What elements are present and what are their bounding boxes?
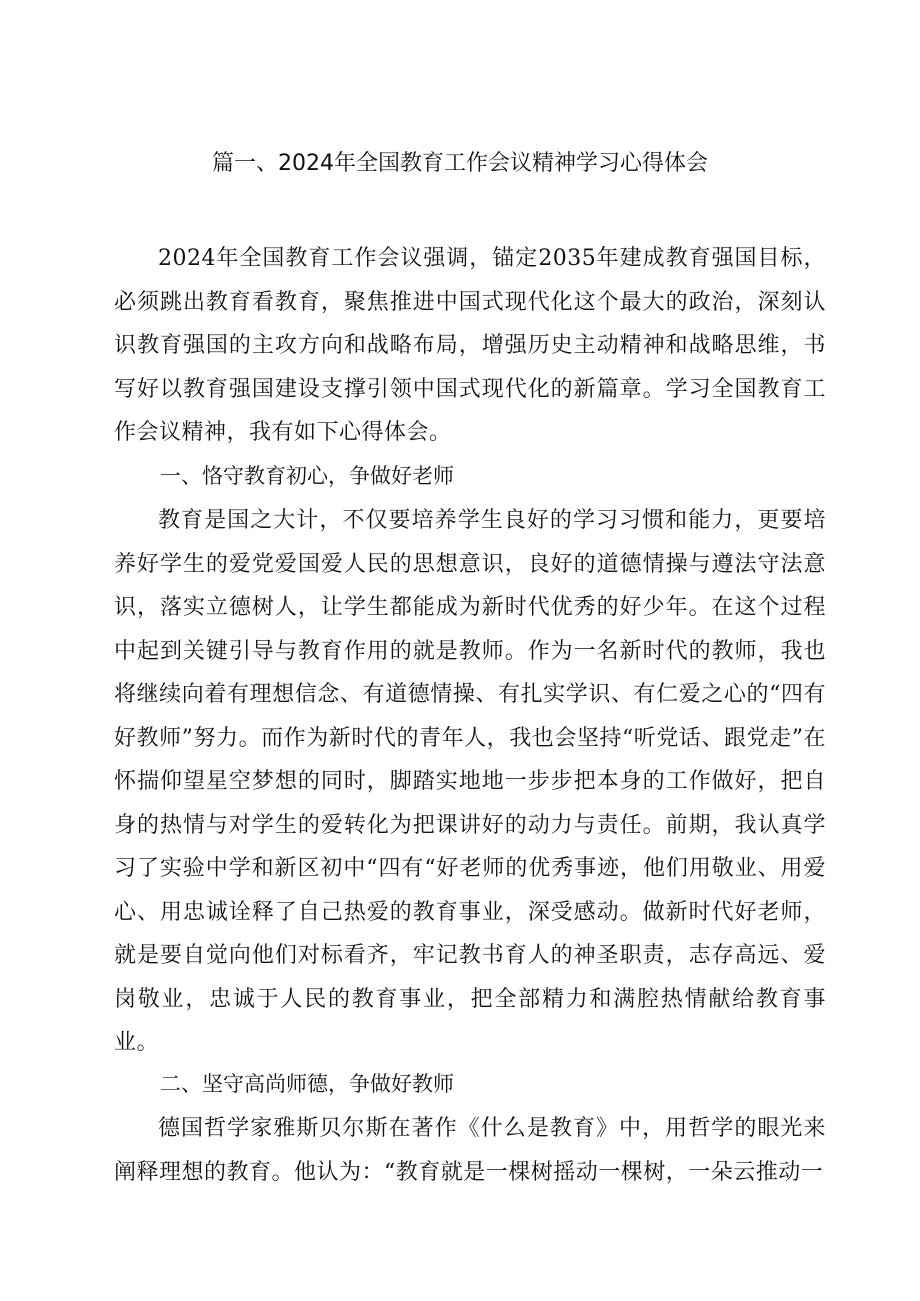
intro-paragraph: 2024年全国教育工作会议强调，锚定2035年建成教育强国目标，必须跳出教育看教育，聚焦推进中国式现代化这个最大的政治，深刻认识教育强国的主攻方向和战略布局，增强历史主动精神和战略思维，书写好以教育强国建设支撑引领中国式现代化的新篇章。学习全国教育工作会议精神，我有如下心得体会。 [114, 246, 826, 445]
section-heading-2: 二、坚守高尚师德，争做好教师 [160, 1072, 454, 1096]
section-heading-1: 一、恪守教育初心，争做好老师 [160, 464, 454, 488]
document-title: 篇一、2024年全国教育工作会议精神学习心得体会 [212, 151, 708, 176]
section-paragraph-1: 教育是国之大计，不仅要培养学生良好的学习习惯和能力，更要培养好学生的爱党爱国爱人民的思想意识，良好的道德情操与遵法守法意识，落实立德树人，让学生都能成为新时代优秀的好少年。在这个过程中起到关键引导与教育作用的就是教师。作为一名新时代的教师，我也将继续向着有理想信念、有道德情操、有扎实学识、有仁爱之心的“四有好教师”努力。而作为新时代的青年人，我也会坚持“听党话、跟党走”在怀揣仰望星空梦想的同时，脚踏实地地一步步把本身的工作做好，把自身的热情与对学生的爱转化为把课讲好的动力与责任。前期，我认真学习了实验中学和新区初中“四有“好老师的优秀事迹，他们用敬业、用爱心、用忠诚诠释了自己热爱的教育事业，深受感动。做新时代好老师，就是要自觉向他们对标看齐，牢记教书育人的神圣职责，志存高远、爱岗敬业，忠诚于人民的教育事业，把全部精力和满腔热情献给教育事业。 [114, 508, 826, 1055]
section-paragraph-2: 德国哲学家雅斯贝尔斯在著作《什么是教育》中，用哲学的眼光来阐释理想的教育。他认为：“教育就是一棵树摇动一棵树，一朵云推动一 [114, 1116, 826, 1185]
